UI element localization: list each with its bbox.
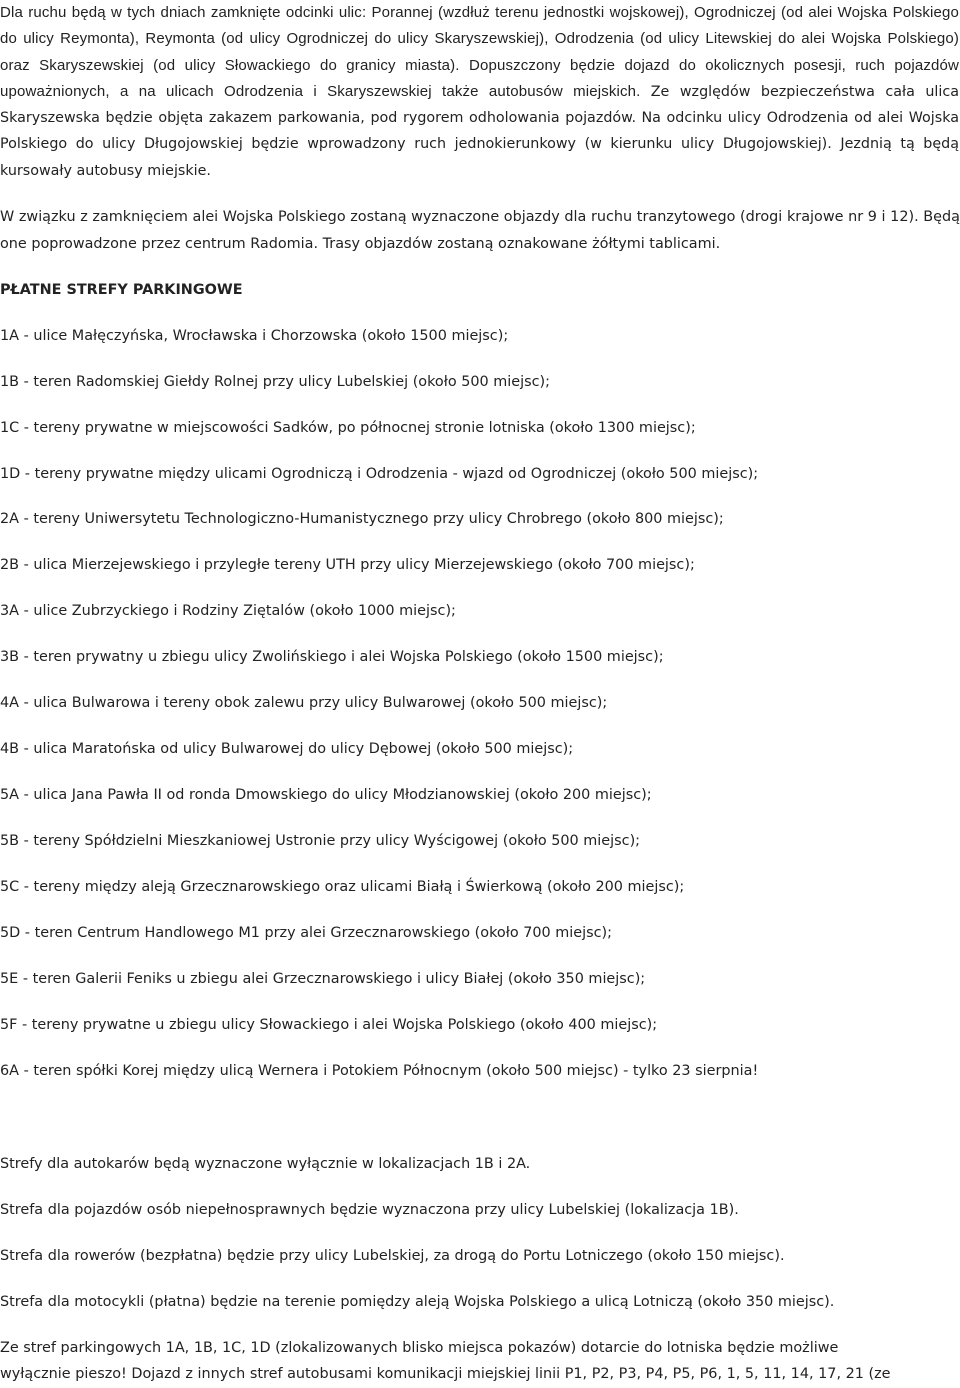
zone-item: 1A - ulice Małęczyńska, Wrocławska i Chorzowska (około 1500 miejsc); [0, 328, 509, 344]
zone-item: 2B - ulica Mierzejewskiego i przyległe tereny UTH przy ulicy Mierzejewskiego (około 700 miejsc); [0, 557, 695, 573]
zone-item: 5C - tereny między aleją Grzecznarowskiego oraz ulicami Białą i Świerkową (około 200 miejsc); [0, 879, 685, 895]
zone-item: 3B - teren prywatny u zbiegu ulicy Zwolińskiego i alei Wojska Polskiego (około 1500 miejsc); [0, 649, 664, 665]
parking-ban-text: Ze względów bezpieczeństwa cała ulica Skaryszewska będzie objęta zakazem parkowania, pod rygorem odholowania pojazdów. [0, 83, 959, 127]
access-text: Dopuszczony będzie dojazd do okolicznych posesji, ruch pojazdów upoważnionych, a na ulicach Odrodzenia i Skaryszewskiej także autobusów miejskich. [0, 56, 959, 100]
zone-item: 3A - ulice Zubrzyckiego i Rodziny Ziętalów (około 1000 miejsc); [0, 603, 456, 619]
parking-heading: PŁATNE STREFY PARKINGOWE [0, 282, 243, 298]
zone-item: 1B - teren Radomskiej Giełdy Rolnej przy ulicy Lubelskiej (około 500 miejsc); [0, 374, 550, 390]
zone-item: 1C - tereny prywatne w miejscowości Sadków, po północnej stronie lotniska (około 1300 miejsc); [0, 420, 696, 436]
zone-item: 4B - ulica Maratońska od ulicy Bulwarowej do ulicy Dębowej (około 500 miejsc); [0, 741, 574, 757]
detours-paragraph: W związku z zamknięciem alei Wojska Polskiego zostaną wyznaczone objazdy dla ruchu tranzytowego (drogi krajowe nr 9 i 12). Będą one poprowadzone przez centrum Radomia. Trasy objazdów zostaną oznakowane żółtymi tablicami. [0, 209, 960, 252]
zone-item: 5E - teren Galerii Feniks u zbiegu alei Grzecznarowskiego i ulicy Białej (około 350 miejsc); [0, 971, 646, 987]
intro-paragraph [0, 0, 959, 184]
one-way-text: Na odcinku ulicy Odrodzenia od alei Wojska Polskiego do ulicy Długojowskiej będzie wprowadzony ruch jednokierunkowy (w kierunku ulicy Długojowskiej). Jezdnią tą będą kursowały autobusy miejskie. [0, 110, 959, 179]
closing-line-2: wyłącznie pieszo! Dojazd z innych stref autobusami komunikacji miejskiej linii P1, P2, P3, P4, P5, P6, 1, 5, 11, 14, 17, 21 (ze [0, 1366, 891, 1382]
zone-item: 2A - tereny Uniwersytetu Technologiczno-Humanistycznego przy ulicy Chrobrego (około 800 miejsc); [0, 511, 724, 527]
zone-item: 5B - tereny Spółdzielni Mieszkaniowej Ustronie przy ulicy Wyścigowej (około 500 miejsc); [0, 833, 641, 849]
disabled-zone-text: Strefa dla pojazdów osób niepełnosprawnych będzie wyznaczona przy ulicy Lubelskiej (lokalizacja 1B). [0, 1202, 739, 1218]
zone-item: 4A - ulica Bulwarowa i tereny obok zalewu przy ulicy Bulwarowej (około 500 miejsc); [0, 695, 608, 711]
zone-item: 1D - tereny prywatne między ulicami Ogrodniczą i Odrodzenia - wjazd od Ogrodniczej (około 500 miejsc); [0, 466, 759, 482]
bicycle-zone-text: Strefa dla rowerów (bezpłatna) będzie przy ulicy Lubelskiej, za drogą do Portu Lotniczego (około 150 miejsc). [0, 1248, 785, 1264]
zone-item: 5A - ulica Jana Pawła II od ronda Dmowskiego do ulicy Młodzianowskiej (około 200 miejsc); [0, 787, 652, 803]
coach-zones-text: Strefy dla autokarów będą wyznaczone wyłącznie w lokalizacjach 1B i 2A. [0, 1156, 531, 1172]
zone-item: 5F - tereny prywatne u zbiegu ulicy Słowackiego i alei Wojska Polskiego (około 400 miejsc); [0, 1017, 658, 1033]
closures-text: Dla ruchu będą w tych dniach zamknięte odcinki ulic: Porannej (wzdłuż terenu jednostki wojskowej), Ogrodniczej (od alei Wojska Polskiego do ulicy Reymonta), Reymonta (od ulicy Ogrodniczej do ulicy Skaryszewskiej), Odrodzenia (od ulicy Litewskiej do alei Wojska Polskiego) oraz Skaryszewskiej (od ulicy Słowackiego do granicy miasta). [0, 4, 959, 74]
zone-item: 6A - teren spółki Korej między ulicą Wernera i Potokiem Północnym (około 500 miejsc) - tylko 23 sierpnia! [0, 1063, 759, 1079]
closing-line-1: Ze stref parkingowych 1A, 1B, 1C, 1D (zlokalizowanych blisko miejsca pokazów) dotarcie do lotniska będzie możliwe [0, 1340, 839, 1356]
motorcycle-zone-text: Strefa dla motocykli (płatna) będzie na terenie pomiędzy aleją Wojska Polskiego a ulicą Lotniczą (około 350 miejsc). [0, 1294, 835, 1310]
zone-item: 5D - teren Centrum Handlowego M1 przy alei Grzecznarowskiego (około 700 miejsc); [0, 925, 612, 941]
